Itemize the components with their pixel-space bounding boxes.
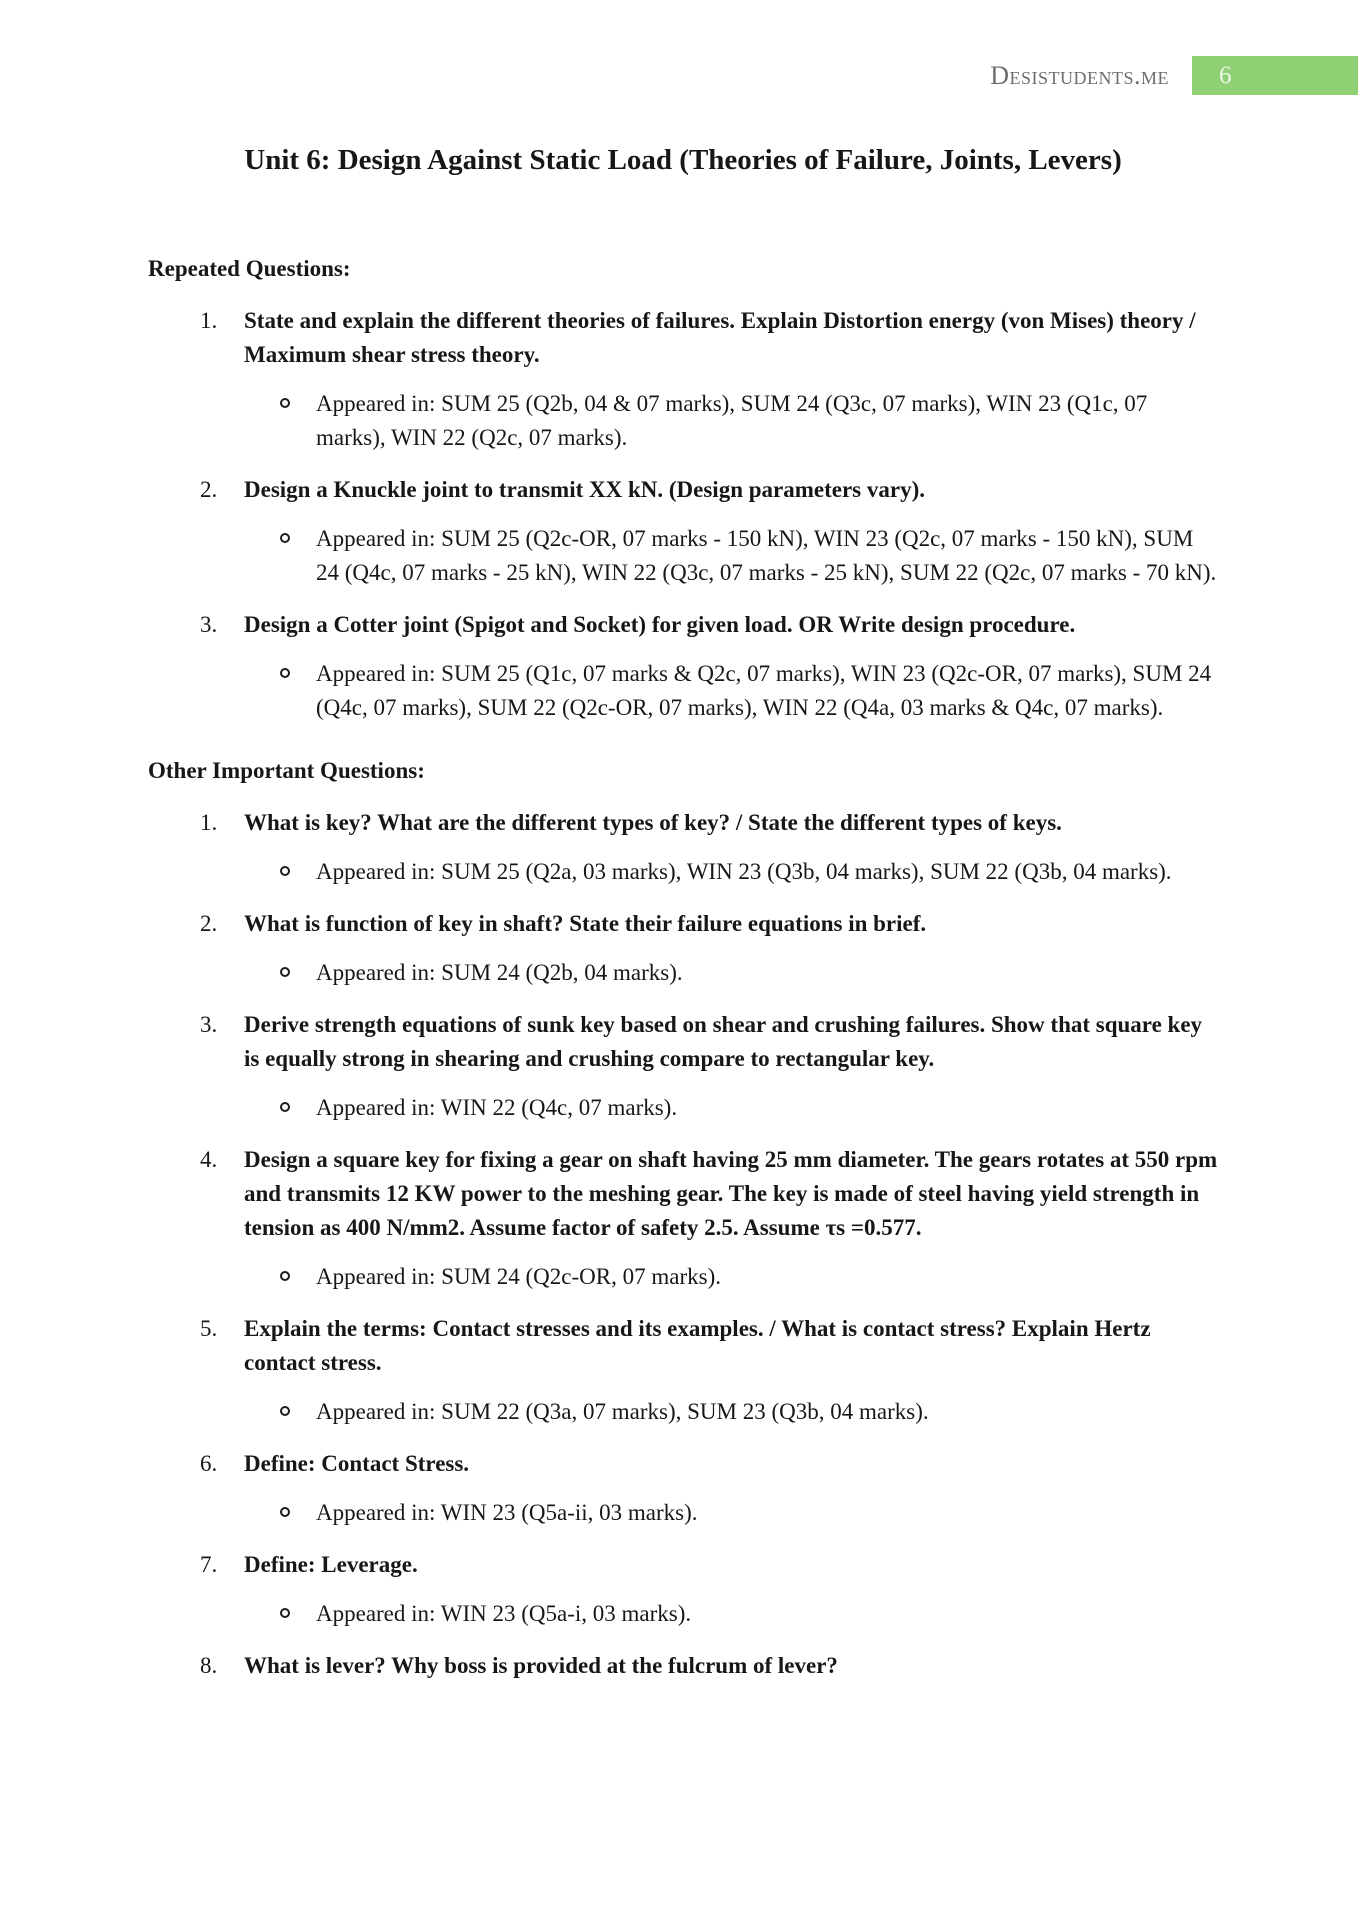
appeared-in-note [316, 522, 1218, 590]
question-number: 4. [200, 1147, 218, 1172]
circle-bullet-icon [280, 1507, 290, 1517]
appeared-in-note [316, 855, 1218, 889]
page-number-badge [1192, 56, 1358, 95]
appeared-in-note [316, 956, 1218, 990]
question-text: Design a square key for fixing a gear on shaft having 25 mm diameter. The gears rotates at 550 rpm and transmits 12 KW power to the meshing gear. The key is made of steel having yield strength in tension as 400 N/mm2. Assume factor of safety 2.5. Assume τs =0.577. [244, 1147, 1218, 1240]
question-item [148, 1008, 1218, 1076]
question-number: 7. [200, 1552, 218, 1577]
question-text: Explain the terms: Contact stresses and its examples. / What is contact stress? Explain Hertz contact stress. [244, 1316, 1151, 1375]
appeared-in-note [316, 1091, 1218, 1125]
appeared-in-note [316, 1395, 1218, 1429]
question-item [148, 1143, 1218, 1245]
question-item [148, 806, 1218, 840]
appeared-in-text: Appeared in: SUM 24 (Q2b, 04 marks). [316, 960, 683, 985]
question-text: Define: Contact Stress. [244, 1451, 470, 1476]
appeared-in-note [316, 387, 1218, 455]
circle-bullet-icon [280, 533, 290, 543]
section-heading-other-important-questions: Other Important Questions: [148, 758, 425, 783]
question-item [148, 304, 1218, 372]
question-number: 1. [200, 308, 218, 333]
circle-bullet-icon [280, 1608, 290, 1618]
question-text: What is key? What are the different types of key? / State the different types of keys. [244, 810, 1062, 835]
appeared-in-text: Appeared in: SUM 25 (Q1c, 07 marks & Q2c, 07 marks), WIN 23 (Q2c-OR, 07 marks), SUM 24 (Q4c, 07 marks), SUM 22 (Q2c-OR, 07 marks), WIN 22 (Q4a, 03 marks & Q4c, 07 marks). [316, 661, 1212, 720]
question-number: 3. [200, 612, 218, 637]
question-number: 8. [200, 1653, 218, 1678]
question-number: 6. [200, 1451, 218, 1476]
page-title: Unit 6: Design Against Static Load (Theories of Failure, Joints, Levers) [244, 144, 1122, 176]
appeared-in-text: Appeared in: SUM 22 (Q3a, 07 marks), SUM 23 (Q3b, 04 marks). [316, 1399, 929, 1424]
question-text: What is function of key in shaft? State their failure equations in brief. [244, 911, 927, 936]
appeared-in-text: Appeared in: WIN 22 (Q4c, 07 marks). [316, 1095, 678, 1120]
question-text: Derive strength equations of sunk key based on shear and crushing failures. Show that square key is equally strong in shearing and crushing compare to rectangular key. [244, 1012, 1203, 1071]
question-number: 5. [200, 1316, 218, 1341]
question-item [148, 1548, 1218, 1582]
question-text: Design a Cotter joint (Spigot and Socket) for given load. OR Write design procedure. [244, 612, 1076, 637]
site-name: Desistudents.me [990, 61, 1169, 90]
circle-bullet-icon [280, 668, 290, 678]
question-text: What is lever? Why boss is provided at the fulcrum of lever? [244, 1653, 838, 1678]
circle-bullet-icon [280, 1406, 290, 1416]
question-item [148, 1649, 1218, 1683]
question-number: 3. [200, 1012, 218, 1037]
appeared-in-note [316, 1260, 1218, 1294]
appeared-in-text: Appeared in: SUM 25 (Q2c-OR, 07 marks - 150 kN), WIN 23 (Q2c, 07 marks - 150 kN), SUM 24 (Q4c, 07 marks - 25 kN), WIN 22 (Q3c, 07 marks - 25 kN), SUM 22 (Q2c, 07 marks - 70 kN). [316, 526, 1217, 585]
circle-bullet-icon [280, 1271, 290, 1281]
circle-bullet-icon [280, 967, 290, 977]
question-text: Design a Knuckle joint to transmit XX kN. (Design parameters vary). [244, 477, 925, 502]
appeared-in-text: Appeared in: WIN 23 (Q5a-i, 03 marks). [316, 1601, 692, 1626]
question-number: 1. [200, 810, 218, 835]
question-text: State and explain the different theories of failures. Explain Distortion energy (von Mises) theory / Maximum shear stress theory. [244, 308, 1196, 367]
circle-bullet-icon [280, 398, 290, 408]
question-item [148, 1447, 1218, 1481]
appeared-in-text: Appeared in: SUM 25 (Q2b, 04 & 07 marks), SUM 24 (Q3c, 07 marks), WIN 23 (Q1c, 07 marks), WIN 22 (Q2c, 07 marks). [316, 391, 1148, 450]
section-heading-repeated-questions: Repeated Questions: [148, 256, 351, 281]
circle-bullet-icon [280, 1102, 290, 1112]
appeared-in-text: Appeared in: WIN 23 (Q5a-ii, 03 marks). [316, 1500, 698, 1525]
appeared-in-note [316, 1496, 1218, 1530]
question-item [148, 608, 1218, 642]
question-item [148, 907, 1218, 941]
question-item [148, 1312, 1218, 1380]
appeared-in-note [316, 657, 1218, 725]
circle-bullet-icon [280, 866, 290, 876]
question-text: Define: Leverage. [244, 1552, 418, 1577]
appeared-in-text: Appeared in: SUM 25 (Q2a, 03 marks), WIN 23 (Q3b, 04 marks), SUM 22 (Q3b, 04 marks). [316, 859, 1172, 884]
appeared-in-text: Appeared in: SUM 24 (Q2c-OR, 07 marks). [316, 1264, 721, 1289]
question-item [148, 473, 1218, 507]
appeared-in-note [316, 1597, 1218, 1631]
page-number: 6 [1219, 62, 1232, 89]
question-number: 2. [200, 911, 218, 936]
page-header [0, 56, 1358, 95]
question-number: 2. [200, 477, 218, 502]
